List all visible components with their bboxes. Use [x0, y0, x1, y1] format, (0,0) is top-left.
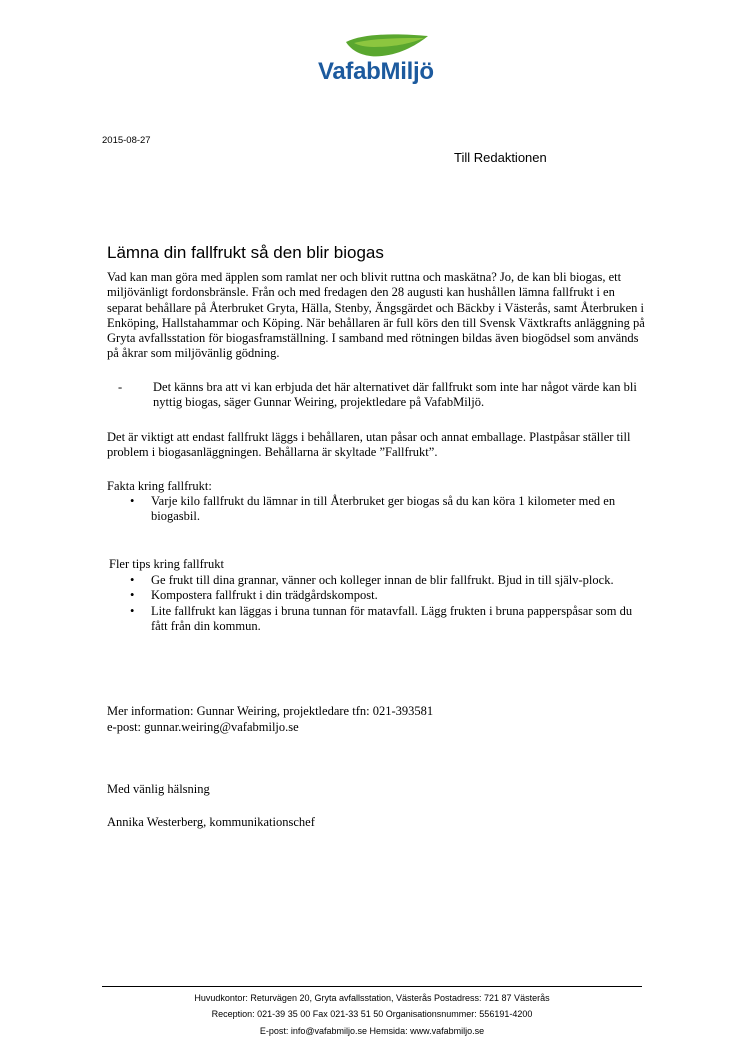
- bullet-icon: •: [130, 603, 135, 618]
- list-item-text: Kompostera fallfrukt i din trädgårdskompost.: [151, 588, 378, 603]
- document-date: 2015-08-27: [102, 135, 151, 146]
- vafabmiljo-logo: [318, 34, 440, 92]
- tips-heading: Fler tips kring fallfrukt: [109, 557, 224, 571]
- bullet-icon: •: [130, 494, 135, 508]
- recipient: Till Redaktionen: [454, 150, 547, 165]
- list-item-text: Ge frukt till dina grannar, vänner och kolleger innan de blir fallfrukt. Bjud in till själv-plock.: [151, 573, 614, 587]
- list-item-text: Lite fallfrukt kan läggas i bruna tunnan för matavfall. Lägg frukten i bruna papperspåsar som du fått från din kommun.: [151, 603, 633, 634]
- contact-info: Mer information: Gunnar Weiring, projektledare tfn: 021-393581: [107, 704, 434, 718]
- intro-paragraph: Vad kan man göra med äpplen som ramlat ner och blivit ruttna och maskätna? Jo, de kan bli biogas, ett miljövänligt fordonsbränsle. Från och med fredagen den 28 augusti kan hushållen lämna fallfrukt i en separat behållare på Återbruket Gryta, Hälla, Stenby, Ängsgärdet och Bäckby i Västerås, samt Återbruken i Enköping, Hallstahammar och Köping. När behållaren är full körs den till Svensk Växtkrafts anläggning på Gryta avfallsstation för biogasframställning. I samband med rötningen bildas även biogödsel som används på åkrar som miljövänlig gödning.: [107, 270, 645, 361]
- quote-dash: -: [118, 380, 123, 394]
- page-title: Lämna din fallfrukt så den blir biogas: [107, 243, 384, 262]
- footer-divider: [102, 986, 642, 987]
- signature: Annika Westerberg, kommunikationschef: [107, 815, 315, 829]
- bullet-icon: •: [130, 588, 135, 603]
- tips-list: [107, 573, 647, 635]
- contact-email: e-post: gunnar.weiring@vafabmiljo.se: [107, 720, 299, 734]
- warning-paragraph: Det är viktigt att endast fallfrukt läggs i behållaren, utan påsar och annat emballage. Plastpåsar ställer till problem i biogasanläggningen. Behållarna är skyltade ”Fallfrukt”.: [107, 430, 631, 460]
- closing-greeting: Med vänlig hälsning: [107, 782, 210, 796]
- list-item: [107, 588, 647, 603]
- bullet-icon: •: [130, 573, 135, 587]
- facts-heading: Fakta kring fallfrukt:: [107, 479, 212, 493]
- quote-block: [118, 380, 643, 411]
- footer-address: Huvudkontor: Returvägen 20, Gryta avfallsstation, Västerås Postadress: 721 87 Västerås: [194, 993, 550, 1003]
- quote-text: Det känns bra att vi kan erbjuda det här alternativet där fallfrukt som inte har något värde kan bli nyttig biogas, säger Gunnar Weiring, projektledare på VafabMiljö.: [153, 380, 637, 410]
- list-item: [107, 573, 647, 588]
- footer-phone: Reception: 021-39 35 00 Fax 021-33 51 50 Organisationsnummer: 556191-4200: [211, 1009, 533, 1019]
- list-item: [107, 494, 647, 525]
- logo-wordmark: VafabMiljö: [318, 58, 434, 85]
- footer-web: E-post: info@vafabmiljo.se Hemsida: www.vafabmiljo.se: [259, 1026, 485, 1036]
- list-item-text: Varje kilo fallfrukt du lämnar in till Återbruket ger biogas så du kan köra 1 kilometer med en biogasbil.: [151, 494, 616, 524]
- list-item: [107, 604, 647, 635]
- facts-list: [107, 494, 647, 525]
